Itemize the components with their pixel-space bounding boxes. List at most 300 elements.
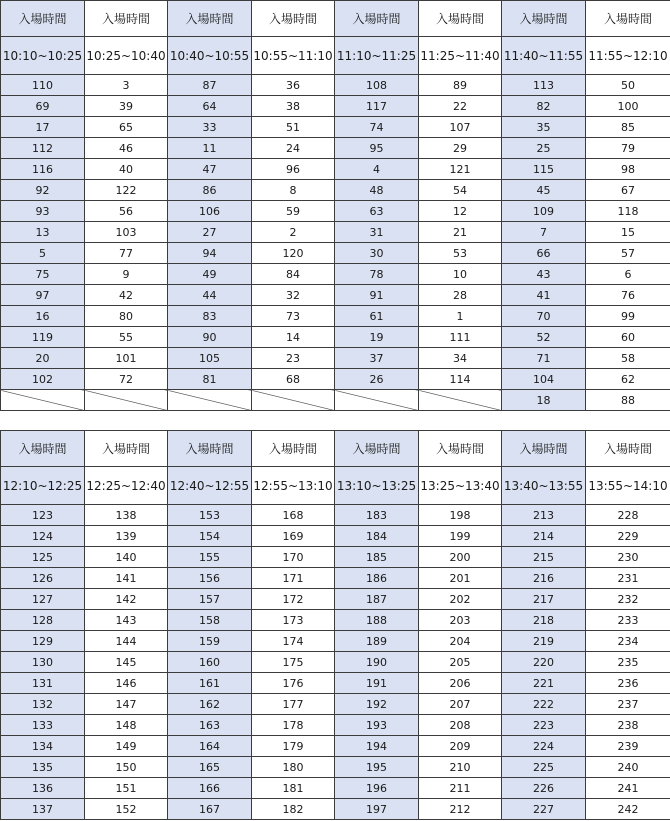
number-cell: 94: [168, 243, 252, 264]
entry-time-header: 入場時間: [335, 1, 419, 37]
number-cell: 81: [168, 369, 252, 390]
number-cell: 115: [502, 159, 586, 180]
entry-time-header: 入場時間: [1, 431, 85, 467]
number-cell: 135: [1, 757, 85, 778]
number-cell: 221: [502, 673, 586, 694]
table-row: [1, 138, 670, 159]
number-cell: 101: [85, 348, 168, 369]
number-cell: 110: [1, 75, 85, 96]
number-cell: 176: [252, 673, 335, 694]
table-row: [1, 264, 670, 285]
table-row: [1, 243, 670, 264]
number-cell: 212: [419, 799, 502, 820]
number-cell: 109: [502, 201, 586, 222]
number-cell: 156: [168, 568, 252, 589]
number-cell: 205: [419, 652, 502, 673]
number-cell: 136: [1, 778, 85, 799]
number-cell: 30: [335, 243, 419, 264]
number-cell: 223: [502, 715, 586, 736]
number-cell: 209: [419, 736, 502, 757]
table-row: [1, 673, 670, 694]
number-cell: 53: [419, 243, 502, 264]
number-cell: 151: [85, 778, 168, 799]
number-cell: 195: [335, 757, 419, 778]
number-cell: 222: [502, 694, 586, 715]
number-cell: 194: [335, 736, 419, 757]
number-cell: 7: [502, 222, 586, 243]
number-cell: 230: [586, 547, 670, 568]
number-cell: 131: [1, 673, 85, 694]
number-cell: 70: [502, 306, 586, 327]
number-cell: 173: [252, 610, 335, 631]
number-cell: 147: [85, 694, 168, 715]
number-cell: 72: [85, 369, 168, 390]
number-cell: 118: [586, 201, 670, 222]
table-row: [1, 526, 670, 547]
time-slot-cell: 13:40~13:55: [502, 467, 586, 505]
number-cell: 188: [335, 610, 419, 631]
number-cell: 38: [252, 96, 335, 117]
number-cell: 192: [335, 694, 419, 715]
number-cell: 111: [419, 327, 502, 348]
number-cell: 65: [85, 117, 168, 138]
entry-time-header: 入場時間: [168, 1, 252, 37]
number-cell: 86: [168, 180, 252, 201]
number-cell: 21: [419, 222, 502, 243]
number-cell: 73: [252, 306, 335, 327]
time-slot-cell: 11:40~11:55: [502, 37, 586, 75]
time-slot-cell: 12:55~13:10: [252, 467, 335, 505]
number-cell: 148: [85, 715, 168, 736]
number-cell: 215: [502, 547, 586, 568]
number-cell: 84: [252, 264, 335, 285]
number-cell: 20: [1, 348, 85, 369]
number-cell: 100: [586, 96, 670, 117]
number-cell: 129: [1, 631, 85, 652]
number-cell: 179: [252, 736, 335, 757]
number-cell: 238: [586, 715, 670, 736]
number-cell: 233: [586, 610, 670, 631]
time-slot-cell: 12:40~12:55: [168, 467, 252, 505]
number-cell: 237: [586, 694, 670, 715]
number-cell: 18: [502, 390, 586, 411]
number-cell: 197: [335, 799, 419, 820]
table-row: [1, 589, 670, 610]
number-cell: 242: [586, 799, 670, 820]
number-cell: 63: [335, 201, 419, 222]
number-cell: 160: [168, 652, 252, 673]
entry-time-header: 入場時間: [419, 431, 502, 467]
number-cell: 106: [168, 201, 252, 222]
number-cell: 235: [586, 652, 670, 673]
entry-time-header: 入場時間: [586, 1, 670, 37]
number-cell: 97: [1, 285, 85, 306]
number-cell: 26: [335, 369, 419, 390]
number-cell: 8: [252, 180, 335, 201]
number-cell: 47: [168, 159, 252, 180]
number-cell: 28: [419, 285, 502, 306]
number-cell: 78: [335, 264, 419, 285]
number-cell: 19: [335, 327, 419, 348]
time-slot-cell: 12:10~12:25: [1, 467, 85, 505]
number-cell: 200: [419, 547, 502, 568]
table-row: [1, 75, 670, 96]
number-cell: 37: [335, 348, 419, 369]
number-cell: 2: [252, 222, 335, 243]
number-cell: 231: [586, 568, 670, 589]
number-cell: 64: [168, 96, 252, 117]
number-cell: 202: [419, 589, 502, 610]
number-cell: 99: [586, 306, 670, 327]
number-cell: 68: [252, 369, 335, 390]
number-cell: 138: [85, 505, 168, 526]
number-cell: 98: [586, 159, 670, 180]
number-cell: 104: [502, 369, 586, 390]
number-cell: 145: [85, 652, 168, 673]
number-cell: 108: [335, 75, 419, 96]
number-cell: 174: [252, 631, 335, 652]
number-cell: 22: [419, 96, 502, 117]
time-slot-cell: 10:25~10:40: [85, 37, 168, 75]
number-cell: 229: [586, 526, 670, 547]
number-cell: 71: [502, 348, 586, 369]
table-row: [1, 610, 670, 631]
number-cell: 150: [85, 757, 168, 778]
number-cell: 60: [586, 327, 670, 348]
number-cell: 113: [502, 75, 586, 96]
number-cell: 228: [586, 505, 670, 526]
number-cell: 34: [419, 348, 502, 369]
number-cell: 187: [335, 589, 419, 610]
table-row: [1, 757, 670, 778]
time-slot-cell: 13:55~14:10: [586, 467, 670, 505]
entry-time-header: 入場時間: [502, 431, 586, 467]
number-cell: 32: [252, 285, 335, 306]
number-cell: 58: [586, 348, 670, 369]
number-cell: 102: [1, 369, 85, 390]
number-cell: 143: [85, 610, 168, 631]
table-row: [1, 117, 670, 138]
number-cell: 219: [502, 631, 586, 652]
number-cell: 103: [85, 222, 168, 243]
number-cell: 96: [252, 159, 335, 180]
number-cell: 123: [1, 505, 85, 526]
number-cell: 171: [252, 568, 335, 589]
number-cell: 90: [168, 327, 252, 348]
number-cell: 119: [1, 327, 85, 348]
number-cell: 161: [168, 673, 252, 694]
number-cell: 52: [502, 327, 586, 348]
entry-time-header: 入場時間: [168, 431, 252, 467]
number-cell: 125: [1, 547, 85, 568]
number-cell: 236: [586, 673, 670, 694]
number-cell: 180: [252, 757, 335, 778]
number-cell: 59: [252, 201, 335, 222]
number-cell: 9: [85, 264, 168, 285]
number-cell: 40: [85, 159, 168, 180]
table-row: [1, 694, 670, 715]
empty-slashed-cell: [1, 390, 85, 411]
number-cell: 85: [586, 117, 670, 138]
number-cell: 240: [586, 757, 670, 778]
number-cell: 69: [1, 96, 85, 117]
time-slot-cell: 10:40~10:55: [168, 37, 252, 75]
number-cell: 182: [252, 799, 335, 820]
number-cell: 226: [502, 778, 586, 799]
number-cell: 5: [1, 243, 85, 264]
number-cell: 51: [252, 117, 335, 138]
number-cell: 225: [502, 757, 586, 778]
time-slot-cell: 12:25~12:40: [85, 467, 168, 505]
number-cell: 178: [252, 715, 335, 736]
number-cell: 127: [1, 589, 85, 610]
number-cell: 107: [419, 117, 502, 138]
number-cell: 208: [419, 715, 502, 736]
time-slot-cell: 13:25~13:40: [419, 467, 502, 505]
number-cell: 206: [419, 673, 502, 694]
number-cell: 175: [252, 652, 335, 673]
number-cell: 186: [335, 568, 419, 589]
table-row: [1, 547, 670, 568]
entry-time-header: 入場時間: [252, 431, 335, 467]
entry-time-header: 入場時間: [1, 1, 85, 37]
number-cell: 126: [1, 568, 85, 589]
number-cell: 170: [252, 547, 335, 568]
empty-slashed-cell: [85, 390, 168, 411]
number-cell: 77: [85, 243, 168, 264]
entry-time-header: 入場時間: [502, 1, 586, 37]
number-cell: 137: [1, 799, 85, 820]
number-cell: 36: [252, 75, 335, 96]
entry-time-header: 入場時間: [85, 1, 168, 37]
table-row: [1, 631, 670, 652]
number-cell: 1: [419, 306, 502, 327]
number-cell: 198: [419, 505, 502, 526]
time-slot-cell: 10:10~10:25: [1, 37, 85, 75]
number-cell: 56: [85, 201, 168, 222]
number-cell: 12: [419, 201, 502, 222]
table-row: [1, 390, 670, 411]
empty-slashed-cell: [335, 390, 419, 411]
table-row: [1, 348, 670, 369]
number-cell: 35: [502, 117, 586, 138]
number-cell: 167: [168, 799, 252, 820]
number-cell: 75: [1, 264, 85, 285]
number-cell: 49: [168, 264, 252, 285]
time-slot-cell: 11:55~12:10: [586, 37, 670, 75]
number-cell: 213: [502, 505, 586, 526]
number-cell: 14: [252, 327, 335, 348]
number-cell: 211: [419, 778, 502, 799]
number-cell: 218: [502, 610, 586, 631]
number-cell: 139: [85, 526, 168, 547]
number-cell: 91: [335, 285, 419, 306]
number-cell: 67: [586, 180, 670, 201]
number-cell: 193: [335, 715, 419, 736]
number-cell: 168: [252, 505, 335, 526]
empty-slashed-cell: [252, 390, 335, 411]
number-cell: 43: [502, 264, 586, 285]
number-cell: 6: [586, 264, 670, 285]
number-cell: 128: [1, 610, 85, 631]
number-cell: 224: [502, 736, 586, 757]
number-cell: 122: [85, 180, 168, 201]
number-cell: 216: [502, 568, 586, 589]
number-cell: 184: [335, 526, 419, 547]
number-cell: 203: [419, 610, 502, 631]
entry-time-header: 入場時間: [586, 431, 670, 467]
number-cell: 87: [168, 75, 252, 96]
table-row: [1, 201, 670, 222]
time-slot-cell: 13:10~13:25: [335, 467, 419, 505]
table-row: [1, 96, 670, 117]
number-cell: 25: [502, 138, 586, 159]
number-cell: 214: [502, 526, 586, 547]
number-cell: 207: [419, 694, 502, 715]
number-cell: 4: [335, 159, 419, 180]
time-slot-cell: 10:55~11:10: [252, 37, 335, 75]
time-slot-cell: 11:25~11:40: [419, 37, 502, 75]
number-cell: 166: [168, 778, 252, 799]
number-cell: 89: [419, 75, 502, 96]
entry-time-header: 入場時間: [252, 1, 335, 37]
number-cell: 42: [85, 285, 168, 306]
table-row: [1, 306, 670, 327]
number-cell: 116: [1, 159, 85, 180]
number-cell: 62: [586, 369, 670, 390]
table-row: [1, 369, 670, 390]
number-cell: 39: [85, 96, 168, 117]
number-cell: 82: [502, 96, 586, 117]
number-cell: 140: [85, 547, 168, 568]
table-row: [1, 568, 670, 589]
number-cell: 204: [419, 631, 502, 652]
entry-time-header: 入場時間: [335, 431, 419, 467]
number-cell: 185: [335, 547, 419, 568]
number-cell: 134: [1, 736, 85, 757]
number-cell: 177: [252, 694, 335, 715]
table-row: [1, 327, 670, 348]
number-cell: 239: [586, 736, 670, 757]
number-cell: 46: [85, 138, 168, 159]
number-cell: 93: [1, 201, 85, 222]
number-cell: 45: [502, 180, 586, 201]
number-cell: 234: [586, 631, 670, 652]
table-row: [1, 180, 670, 201]
table-row: [1, 505, 670, 526]
number-cell: 13: [1, 222, 85, 243]
number-cell: 44: [168, 285, 252, 306]
number-cell: 154: [168, 526, 252, 547]
number-cell: 48: [335, 180, 419, 201]
number-cell: 80: [85, 306, 168, 327]
entry-time-header: 入場時間: [85, 431, 168, 467]
number-cell: 172: [252, 589, 335, 610]
number-cell: 162: [168, 694, 252, 715]
time-slot-cell: 11:10~11:25: [335, 37, 419, 75]
number-cell: 54: [419, 180, 502, 201]
number-cell: 121: [419, 159, 502, 180]
number-cell: 31: [335, 222, 419, 243]
number-cell: 191: [335, 673, 419, 694]
number-cell: 10: [419, 264, 502, 285]
number-cell: 141: [85, 568, 168, 589]
number-cell: 95: [335, 138, 419, 159]
number-cell: 17: [1, 117, 85, 138]
table-row: [1, 285, 670, 306]
number-cell: 144: [85, 631, 168, 652]
table-row: [1, 736, 670, 757]
empty-slashed-cell: [168, 390, 252, 411]
number-cell: 11: [168, 138, 252, 159]
number-cell: 88: [586, 390, 670, 411]
number-cell: 83: [168, 306, 252, 327]
number-cell: 117: [335, 96, 419, 117]
number-cell: 152: [85, 799, 168, 820]
number-cell: 66: [502, 243, 586, 264]
number-cell: 132: [1, 694, 85, 715]
number-cell: 169: [252, 526, 335, 547]
number-cell: 241: [586, 778, 670, 799]
number-cell: 41: [502, 285, 586, 306]
number-cell: 130: [1, 652, 85, 673]
number-cell: 158: [168, 610, 252, 631]
number-cell: 112: [1, 138, 85, 159]
number-cell: 33: [168, 117, 252, 138]
table-row: [1, 159, 670, 180]
number-cell: 15: [586, 222, 670, 243]
number-cell: 189: [335, 631, 419, 652]
number-cell: 183: [335, 505, 419, 526]
number-cell: 124: [1, 526, 85, 547]
entry-time-header: 入場時間: [419, 1, 502, 37]
number-cell: 16: [1, 306, 85, 327]
number-cell: 201: [419, 568, 502, 589]
number-cell: 196: [335, 778, 419, 799]
number-cell: 105: [168, 348, 252, 369]
number-cell: 133: [1, 715, 85, 736]
number-cell: 190: [335, 652, 419, 673]
number-cell: 50: [586, 75, 670, 96]
number-cell: 120: [252, 243, 335, 264]
number-cell: 155: [168, 547, 252, 568]
number-cell: 164: [168, 736, 252, 757]
number-cell: 181: [252, 778, 335, 799]
number-cell: 153: [168, 505, 252, 526]
number-cell: 157: [168, 589, 252, 610]
number-cell: 210: [419, 757, 502, 778]
number-cell: 232: [586, 589, 670, 610]
number-cell: 149: [85, 736, 168, 757]
number-cell: 27: [168, 222, 252, 243]
table-row: [1, 715, 670, 736]
number-cell: 146: [85, 673, 168, 694]
table-row: [1, 222, 670, 243]
number-cell: 23: [252, 348, 335, 369]
number-cell: 217: [502, 589, 586, 610]
empty-slashed-cell: [419, 390, 502, 411]
number-cell: 3: [85, 75, 168, 96]
number-cell: 57: [586, 243, 670, 264]
table-row: [1, 652, 670, 673]
number-cell: 79: [586, 138, 670, 159]
number-cell: 61: [335, 306, 419, 327]
number-cell: 76: [586, 285, 670, 306]
number-cell: 159: [168, 631, 252, 652]
number-cell: 29: [419, 138, 502, 159]
number-cell: 227: [502, 799, 586, 820]
number-cell: 165: [168, 757, 252, 778]
